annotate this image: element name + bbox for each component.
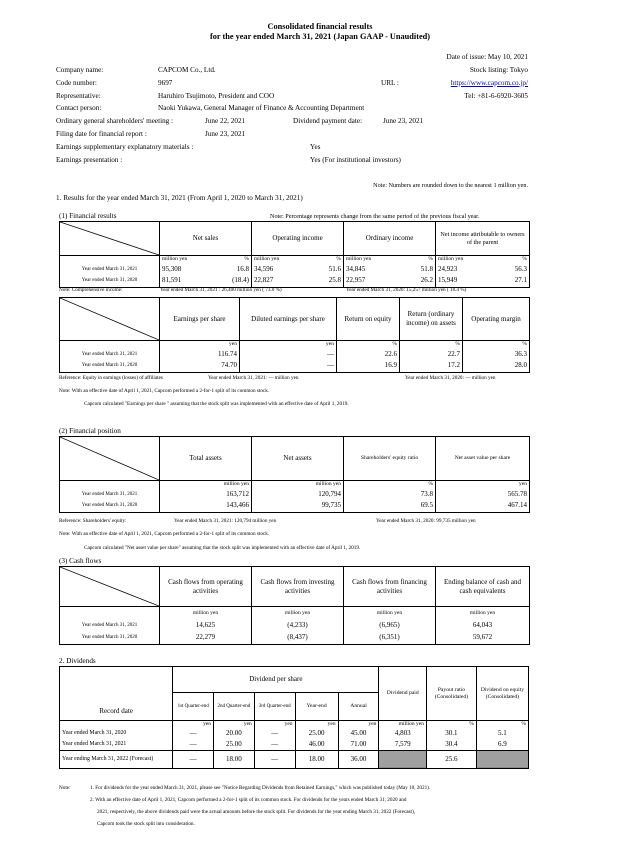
table-row: Year ended March 31, 2020 74.70 — 16.9 17.2 28.0 (60, 360, 530, 372)
dividend-date-label: Dividend payment date: (293, 117, 363, 125)
table-row: Year ending March 31, 2022 (Forecast) — 18.00 — 18.00 36.00 25.6 (60, 750, 529, 768)
url-label: URL : (381, 79, 399, 87)
dividend-on-equity-header: Dividend on equity (Consolidated) (476, 667, 528, 721)
section1-title: 1. Results for the year ended March 31, 2021 (From April 1, 2020 to March 31, 2021) (56, 194, 303, 202)
filing-label: Filing date for financial report : (56, 130, 147, 138)
col-diluted-eps: Diluted earnings per share (240, 298, 337, 341)
col-equity-ratio: Shareholders' equity ratio (344, 437, 436, 481)
col-financing-cf: Cash flows from financing activities (344, 567, 436, 607)
date-of-issue: Date of issue: May 10, 2021 (446, 53, 528, 61)
shareholders-equity-2020: Year ended March 31, 2020: 99,735 million yen (376, 518, 476, 524)
cash-flows-table: Cash flows from operating activities Cash flows from investing activities Cash flows from financing activities Ending balance of cash and cash equivalents million yen million yen million yen million yen Year ended March 31, 2021 14,625 (4,233) (6,965) 64,043 Year ended March 31, 2020 22,279 (8,437) (6,351) 59,672 (59, 566, 530, 645)
col-operating-margin: Operating margin (463, 298, 530, 341)
col-roa: Return (ordinary income) on assets (400, 298, 463, 341)
col-nav-per-share: Net asset value per share (436, 437, 530, 481)
table-row: Year ended March 31, 2020 — 20.00 — 25.00 45.00 4,803 30.1 5.1 (60, 728, 529, 739)
nav-note: Capcom calculated "Net asset value per share" assuming that the stock split was implemented with an effective date of April 1, 2019. (84, 545, 361, 551)
shaded-cell (476, 750, 528, 768)
table-corner (60, 437, 160, 481)
col-net-assets: Net assets (252, 437, 344, 481)
stock-split-note: Note: With an effective date of April 1, 2021, Capcom performed a 2-for-1 split of its common stock. (59, 388, 270, 394)
table-corner (60, 222, 160, 256)
code-number: 9697 (158, 79, 173, 87)
table-row: Year ended March 31, 2020 143,466 99,735 69.5 467.14 (60, 500, 530, 512)
table-row: Year ended March 31, 2020 81,591 (18.4) 22,827 25.8 22,957 26.2 15,949 27.1 (60, 275, 530, 287)
col-operating-income: Operating income (252, 222, 344, 256)
percentage-note: Note: Percentage represents change from the same period of the previous fiscal year. (270, 213, 480, 220)
telephone: Tel: +81-6-6920-3605 (464, 92, 528, 100)
col-net-income: Net income attributable to owners of the parent (436, 222, 530, 256)
per-share-table: Earnings per share Diluted earnings per share Return on equity Return (ordinary income) on assets Operating margin yen yen % % % Year ended March 31, 2021 116.74 — 22.6 22.7 36.3 Year ended March 31, 2020 74.70 — 16.9 17.2 28.0 (59, 297, 530, 373)
shareholders-equity-2021: Year ended March 31, 2021: 120,794 million yen (174, 518, 277, 524)
table-row: Year ended March 31, 2021 14,625 (4,233) (6,965) 64,043 (60, 620, 530, 632)
payout-ratio-header: Payout ratio (Consolidated) (427, 667, 477, 721)
stock-split-note-2: Note: With an effective date of April 1, 2021, Capcom performed a 2-for-1 split of its common stock. (59, 531, 270, 537)
record-date-header: Record date (60, 667, 173, 721)
doc-subtitle: for the year ended March 31, 2021 (Japan GAAP - Unaudited) (209, 32, 431, 41)
table-row: Year ended March 31, 2020 22,279 (8,437) (6,351) 59,672 (60, 632, 530, 645)
financial-position-heading: (2) Financial position (59, 427, 121, 435)
stock-listing: Stock listing: Tokyo (469, 66, 528, 74)
shareholders-equity-label: Reference: Shareholders' equity: (59, 518, 127, 524)
representative: Haruhiro Tsujimoto, President and COO (158, 92, 275, 100)
dividend-paid-header: Dividend paid (379, 667, 427, 721)
presentation-label: Earnings presentation : (56, 156, 123, 164)
contact-person: Naoki Yukawa, General Manager of Finance & Accounting Department (158, 104, 365, 112)
table-row: Year ended March 31, 2021 116.74 — 22.6 22.7 36.3 (60, 348, 530, 360)
comprehensive-income-2020: Year ended March 31, 2020: 15,257 million yen ( 18.4 %) (346, 287, 467, 293)
filing-date: June 23, 2021 (205, 130, 246, 138)
col-net-sales: Net sales (160, 222, 252, 256)
col-roe: Return on equity (337, 298, 400, 341)
equity-earnings-2020: Year ended March 31, 2020: — million yen (405, 375, 496, 381)
financial-results-table: Net sales Operating income Ordinary income Net income attributable to owners of the parent million yen % million yen % million yen % million yen % Year ended March 31, 2021 95,308 16.8 34,596 51.6 34,845 51.8 24,923 56.3 Year ended March 31, 2020 81,591 (18.4) 22,827 25.8 22,957 26.2 15,949 27.1 (59, 221, 530, 288)
company-url-link[interactable]: https://www.capcom.co.jp/ (450, 79, 528, 87)
cash-flows-heading: (3) Cash flows (59, 557, 102, 565)
comprehensive-income-2021: Year ended March 31, 2021 : 26,400 million yen ( 73.0 %) (160, 287, 282, 293)
comprehensive-income-label: Note: Comprehensive income: (59, 287, 123, 293)
financial-results-heading: (1) Financial results (59, 212, 117, 220)
col-total-assets: Total assets (160, 437, 252, 481)
financial-position-table: Total assets Net assets Shareholders' equity ratio Net asset value per share million yen million yen % yen Year ended March 31, 2021 163,712 120,794 73.8 565.78 Year ended March 31, 2020 143,466 99,735 69.5 467.14 (59, 436, 530, 513)
equity-earnings-label: Reference: Equity in earnings (losses) of affiliates (59, 375, 163, 381)
doc-title: Consolidated financial results (267, 22, 373, 31)
dividends-table: Record date Dividend per share Dividend paid Payout ratio (Consolidated) Dividend on equity (Consolidated) 1st Quarter-end 2nd Quarter-end 3rd Quarter-end Year-end Annual yen yen yen yen yen million yen % % Year ended March 31, 2020 — 20.00 — 25.00 45.00 4,803 30.1 5.1 Year ended March 31, 2021 — 25.00 — 46.00 71.00 7,579 30.4 6.9 Year ending March 31, 2022 (Forecast) — 18.00 — 18.00 36.00 25.6 (59, 666, 529, 769)
col-ordinary-income: Ordinary income (344, 222, 436, 256)
dividend-note-1: 1. For dividends for the year ended March 31, 2021, please see "Notice Regarding Dividends from Retained Earnings," which was published today (May 10, 2021). (90, 785, 431, 791)
dividend-note-2b: 2021, respectively, the above dividends paid were the actual amounts before the stock split. For dividends for the year ending March 31, 2022 (Forecast), (97, 809, 416, 815)
dividends-heading: 2. Dividends (59, 657, 96, 665)
meeting-label: Ordinary general shareholders' meeting : (56, 117, 174, 125)
presentation-value: Yes (For institutional investors) (310, 156, 401, 164)
meeting-date: June 22, 2021 (205, 117, 246, 125)
dividend-date: June 23, 2021 (383, 117, 424, 125)
representative-label: Representative: (56, 92, 101, 100)
shaded-cell (379, 750, 427, 768)
col-eps: Earnings per share (160, 298, 240, 341)
table-row: Year ended March 31, 2021 95,308 16.8 34,596 51.6 34,845 51.8 24,923 56.3 (60, 263, 530, 275)
table-corner (60, 298, 160, 341)
col-operating-cf: Cash flows from operating activities (160, 567, 252, 607)
supplementary-label: Earnings supplementary explanatory materials : (56, 143, 194, 151)
table-row: Year ended March 31, 2021 — 25.00 — 46.00 71.00 7,579 30.4 6.9 (60, 739, 529, 750)
table-corner (60, 567, 160, 607)
dividend-note-label: Note: (59, 785, 71, 791)
contact-label: Contact person: (56, 104, 102, 112)
dividend-per-share-header: Dividend per share (173, 667, 379, 693)
supplementary-value: Yes (310, 143, 321, 151)
rounding-note: Note: Numbers are rounded down to the nearest 1 million yen. (373, 182, 528, 189)
table-row: Year ended March 31, 2021 163,712 120,794 73.8 565.78 (60, 488, 530, 500)
eps-note: Capcom calculated "Earnings per share " assuming that the stock split was implemented with an effective date of April 1, 2019. (84, 401, 349, 407)
col-investing-cf: Cash flows from investing activities (252, 567, 344, 607)
equity-earnings-2021: Year ended March 31, 2021: — million yen (208, 375, 299, 381)
code-label: Code number: (56, 79, 97, 87)
dividend-note-2c: Capcom took the stock split into consideration. (97, 821, 195, 827)
company-name-label: Company name: (56, 66, 104, 74)
company-name: CAPCOM Co., Ltd. (158, 66, 216, 74)
dividend-note-2a: 2. With an effective date of April 1, 2021, Capcom performed a 2-for-1 split of its common stock. For dividends for the years ended March 31, 2020 and (90, 797, 407, 803)
col-ending-cash: Ending balance of cash and cash equivalents (436, 567, 530, 607)
